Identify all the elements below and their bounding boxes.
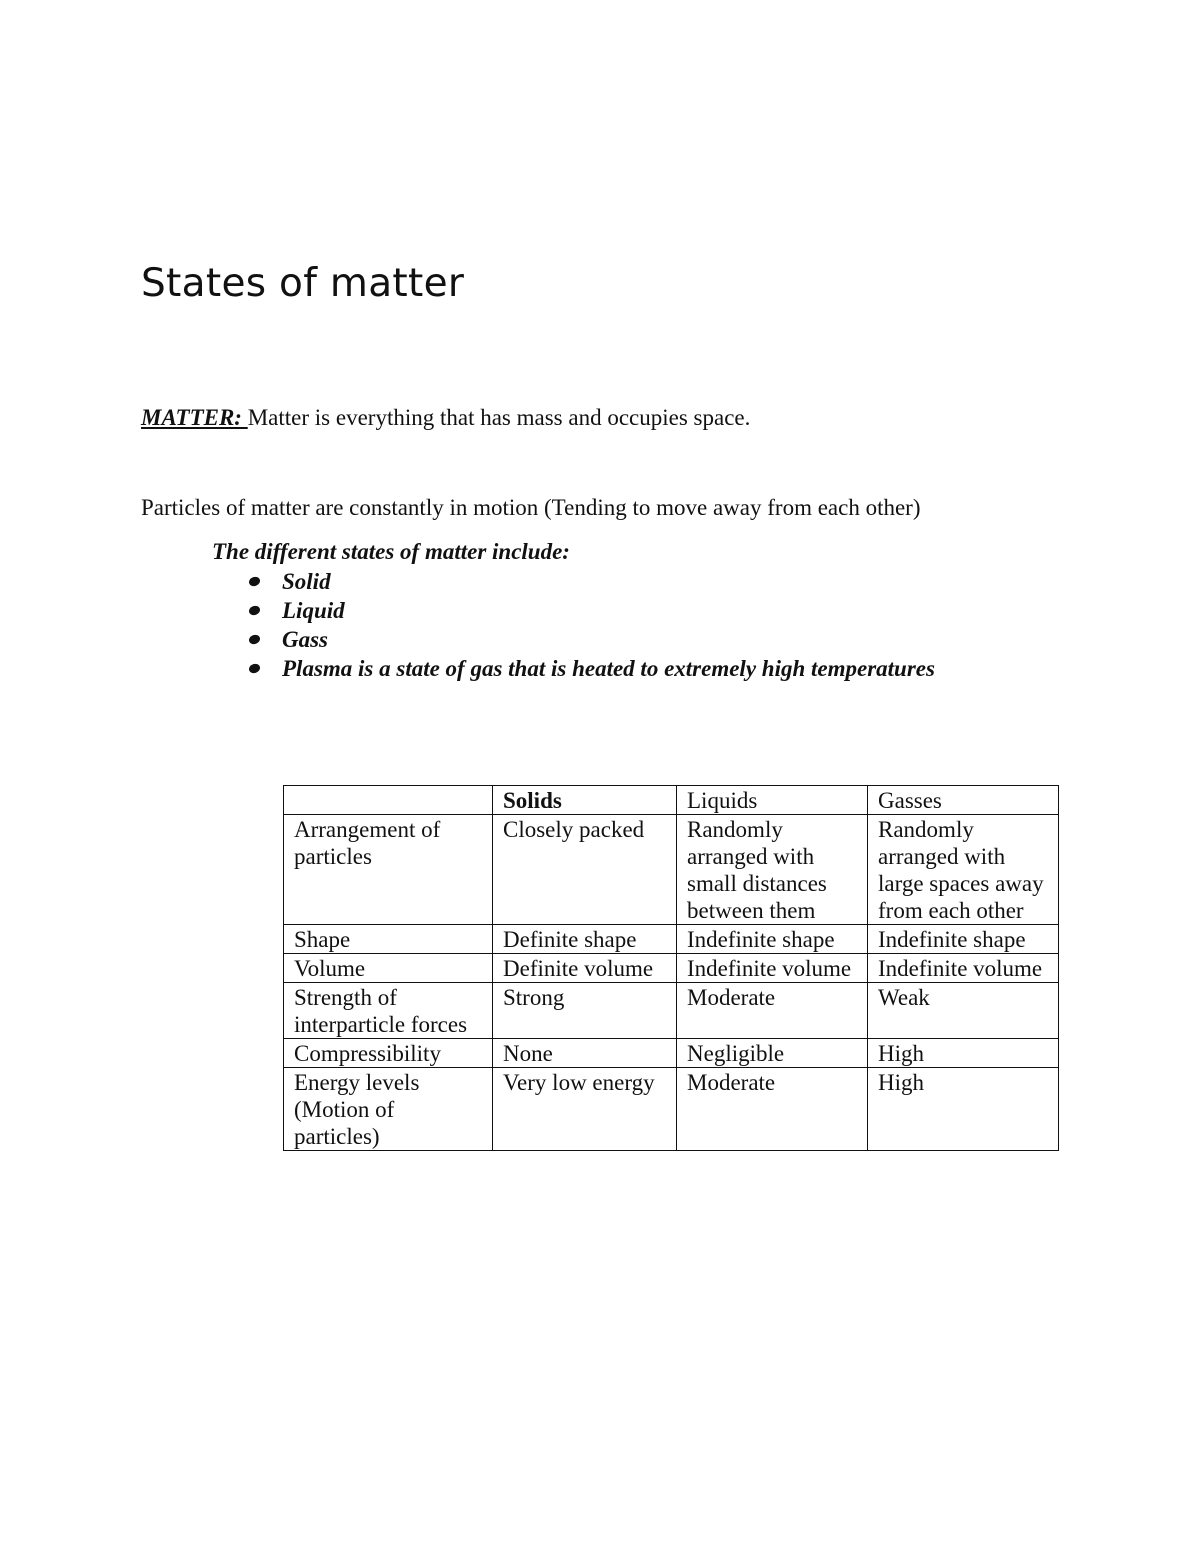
- list-item-text: Solid: [282, 569, 331, 594]
- table-cell: Randomly arranged with small distances between them: [677, 815, 868, 925]
- bullet-icon: [248, 604, 262, 616]
- table-row-label: Volume: [284, 954, 493, 983]
- bullet-icon: [248, 662, 262, 674]
- page-title: States of matter: [141, 261, 465, 306]
- list-item: [244, 654, 935, 683]
- table-cell: None: [493, 1039, 677, 1068]
- table-header-row: [284, 786, 1059, 815]
- table-cell: Indefinite volume: [868, 954, 1059, 983]
- table-header-cell: Solids: [493, 786, 677, 815]
- matter-definition: [141, 403, 750, 433]
- table-cell: Moderate: [677, 1068, 868, 1151]
- table-row-label: Arrangement of particles: [284, 815, 493, 925]
- table-cell: Indefinite volume: [677, 954, 868, 983]
- table-cell: Closely packed: [493, 815, 677, 925]
- list-item: [244, 596, 935, 625]
- bullet-icon: [248, 575, 262, 587]
- particles-statement: Particles of matter are constantly in motion (Tending to move away from each other): [141, 495, 921, 520]
- table-cell: High: [868, 1039, 1059, 1068]
- table-cell: High: [868, 1068, 1059, 1151]
- table-row-label: Strength of interparticle forces: [284, 983, 493, 1039]
- bullet-icon: [248, 633, 262, 645]
- list-item: [244, 567, 935, 596]
- table-row: [284, 983, 1059, 1039]
- table-row: [284, 925, 1059, 954]
- table-row-label: Energy levels (Motion of particles): [284, 1068, 493, 1151]
- definition-text: Matter is everything that has mass and occupies space.: [247, 405, 751, 430]
- states-intro: The different states of matter include:: [212, 539, 570, 564]
- table-header-cell: Gasses: [868, 786, 1059, 815]
- table-cell: Randomly arranged with large spaces away from each other: [868, 815, 1059, 925]
- table-cell: Indefinite shape: [868, 925, 1059, 954]
- table-cell: Definite shape: [493, 925, 677, 954]
- table-row: [284, 954, 1059, 983]
- states-list: [244, 567, 935, 683]
- table-header-cell: Liquids: [677, 786, 868, 815]
- table-row: [284, 1068, 1059, 1151]
- table-row: [284, 815, 1059, 925]
- table-cell: Weak: [868, 983, 1059, 1039]
- list-item: [244, 625, 935, 654]
- table-cell: Moderate: [677, 983, 868, 1039]
- list-item-text: Plasma is a state of gas that is heated to extremely high temperatures: [282, 656, 935, 681]
- table-cell: Negligible: [677, 1039, 868, 1068]
- definition-term: MATTER:: [141, 405, 248, 430]
- table-row-label: Shape: [284, 925, 493, 954]
- table-cell: Strong: [493, 983, 677, 1039]
- list-item-text: Liquid: [282, 598, 345, 623]
- list-item-text: Gass: [282, 627, 329, 652]
- table-row-label: Compressibility: [284, 1039, 493, 1068]
- table-cell: Very low energy: [493, 1068, 677, 1151]
- table-header-cell: [284, 786, 493, 815]
- table-row: [284, 1039, 1059, 1068]
- table-cell: Indefinite shape: [677, 925, 868, 954]
- states-comparison-table: [283, 785, 1059, 1151]
- table-cell: Definite volume: [493, 954, 677, 983]
